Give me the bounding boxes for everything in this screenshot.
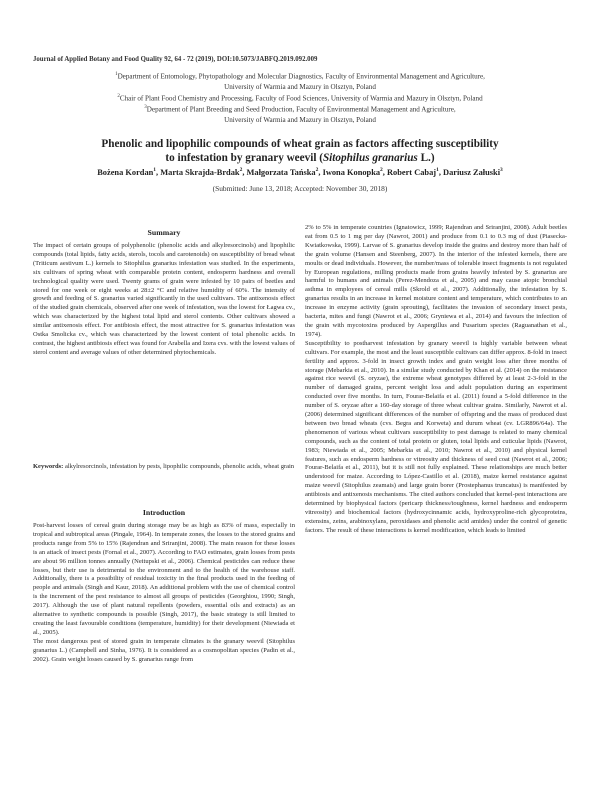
- author-name: Robert Cabaj: [386, 167, 437, 177]
- affiliation-3: [40, 103, 560, 115]
- affiliations: [40, 70, 560, 125]
- affiliation-1-cont: University of Warmia and Mazury in Olsztyn, Poland: [224, 82, 376, 91]
- affiliation-sup: 3: [144, 105, 147, 111]
- intro-paragraph-1: Post-harvest losses of cereal grain during storage may be as high as 83% of mass, especially in tropical and subtropical areas (Pingale, 1964). In temperate zones, the losses to the stored grains and products range from 5% to 15% (Rajendran and Sriranjini, 2008). The main reason for these losses is an attack of insect pests (Fornal et al., 2007). According to FAO estimates, grain losses from pests are about 96 million tonnes annually (Neitupski et al., 2006). Chemical pesticides can reduce these losses, but their use is detrimental to the environment and to the health of the warehouse staff. Additionally, there is a possibility of residual toxicity in the final products used in the feeding of people and animals (Singh and Kaur, 2018). An additional problem with the use of chemical control is the increment of the pest resistance to almost all groups of pesticides (Georghiou, 1990; Singh, 2017). Although the use of plant natural repellents (powders, essential oils and extracts) as an alternative to synthetic compounds is possible (Singh, 2017), the basic strategy is still limited to creating the least favourable conditions (temperature, humidity) for their development (Niewiada et al., 2005).: [33, 522, 295, 636]
- author-sup: 2: [239, 167, 243, 173]
- keywords-label: Keywords:: [33, 463, 64, 470]
- affiliation-3-cont: University of Warmia and Mazury in Olsztyn, Poland: [224, 115, 376, 124]
- author-sup: 2: [315, 167, 319, 173]
- right-column: [305, 224, 567, 536]
- right-paragraph-2: Susceptibility to postharvest infestation by granary weevil is highly variable between wheat cultivars. For example, the most and the least susceptible cultivars can differ approx. 8-fold in insect fertility and approx. 3-fold in insect growth index and grain weight loss after three months of storage (Mebarkia et al., 2010). In a similar study conducted by Khan et al. (2014) on the resistance against rice weevil (S. oryzae), the extreme wheat genotypes differed by at least 2-3-fold in the number of damaged grains, percent weight loss and adult population during an experiment conducted over five months. In turn, Fourar-Belaifa et al. (2011) found a 5-fold difference in the number of S. oryzae after a 160-day storage of three wheat cultivar grains. Similarly, Nawrot et al. (2006) determined significant differences of the number of offspring and the mass of produced dust between two bread wheats (cvs. Begra and Korweta) and durum wheat (cv. LGR896/64a). The phenomenon of various wheat cultivars susceptibility to pest damage is related to many chemical compounds, such as the content of total protein or gluten, total lipids and cuticular lipids (Nawrot, 1983; Niewiada et al., 2005; Mebarkia et al., 2010; Nawrot et al., 2010) and physical kernel features, such as endosperm hardness or vitreosity and thickness of seed coat (Nawrot et al., 2006; Fourar-Belaifa et al., 2011), but it is still not fully explained. These relationships are much better understood for maize. According to López-Castillo et al. (2018), maize kernel resistance against maize weevil (Sitophilus zeamais) and large grain borer (Prostephanus truncatus) is manifested by antibiosis and antixenosis mechanisms. The cited authors concluded that kernel-pest interactions are determined by biophysical factors (pericarp thickness/toughness, kernel hardness and endosperm vitreosity) and biochemical factors (hydroxycinnamic acids, hydroxyproline-rich glycoproteins, extensins, zeins, arabinoxylans, peroxidases and phenolic acid amides) under the control of genetic factors. The result of these interactions is kernel modification, which leads to limited: [305, 339, 567, 534]
- author-sup: 2: [380, 167, 383, 173]
- author-name: Małgorzata Tańska: [246, 167, 316, 177]
- affiliation-text: Chair of Plant Food Chemistry and Processing, Faculty of Food Sciences, University of Warmia and Mazury in Olsztyn, Poland: [119, 94, 483, 103]
- affiliation-text: Department of Entomology, Phytopathology and Molecular Diagnostics, Faculty of Environmental Management and Agriculture,: [117, 72, 485, 81]
- title-text: to infestation by granary weevil (: [165, 152, 323, 164]
- author: Bożena Kordan$^1$,: [97, 167, 161, 177]
- author-name: Marta Skrajda-Brdak: [160, 167, 240, 177]
- introduction-body: [33, 522, 295, 665]
- paper-title: [40, 137, 560, 165]
- intro-paragraph-2: The most dangerous pest of stored grain in temperate climates is the granary weevil (Sitophilus granarius L.) (Campbell and Sinha, 1976). It is considered as a cosmopolitan species (Padin et al., 2002). Grain weight losses caused by S. granarius range from: [33, 637, 295, 663]
- summary-body: [33, 242, 295, 358]
- journal-reference: Journal of Applied Botany and Food Quality 92, 64 - 72 (2019), DOI:10.5073/JABFQ.2019.092.009: [33, 56, 318, 63]
- keywords-text: alkylresorcinols, infestation by pests, lipophilic compounds, phenolic acids, wheat grain: [64, 463, 295, 470]
- author: Robert Cabaj$^1$,: [386, 167, 444, 177]
- affiliation-sup: 1: [115, 72, 118, 77]
- author: Marta Skrajda-Brdak$^2$,: [160, 167, 247, 177]
- affiliation-1: [40, 70, 560, 82]
- title-species: Sitophilus granarius: [322, 152, 418, 164]
- author-sup: 3: [500, 167, 503, 173]
- title-line-1: Phenolic and lipophilic compounds of wheat grain as factors affecting susceptibility: [101, 138, 499, 150]
- author: [443, 168, 503, 177]
- submission-dates: (Submitted: June 13, 2018; Accepted: November 30, 2018): [212, 184, 388, 193]
- summary-text: The impact of certain groups of polyphenolic (phenolic acids and alkylresorcinols) and lipophilic compounds (total lipids, fatty acids, sterols, tocols and carotenoids) on susceptibility of bread wheat (Triticum aestivum L.) kernels to Sitophilus granarius infestation was studied. In the experiments, six cultivars of spring wheat with comparable protein content, endosperm hardness and overall technological quality were used. Twenty grams of grain were infested by 10 pairs of beetles and stored for one week or eight weeks at 28±2 °C and relative humidity of 60%. The intensity of growth and feeding of S. granarius varied significantly in the used cultivars. The antixenosis effect of the studied grain chemicals, observed after one week of infestation, was the lowest for Łagwa cv., which was characterized by the highest total lipid and sterol contents. Other cultivars showed a similar antixenosis effect. For antibiosis effect, the most attractive for S. granarius infestation was Ostka Smolicka cv., which was characterized by the lowest content of total phenolic acids. In contrast, the highest antibiosis effect was found for Arabella and Izera cvs. with the lowest values of sterol content and average values of other determined phytochemicals.: [33, 242, 295, 356]
- affiliation-2: [40, 92, 560, 104]
- author-name: Dariusz Załuski: [443, 167, 501, 177]
- keywords: [33, 463, 295, 472]
- title-text: L.): [417, 152, 435, 164]
- author: Iwona Konopka$^2$,: [322, 167, 387, 177]
- author-list: [30, 167, 570, 177]
- author: Małgorzata Tańska$^2$,: [246, 167, 323, 177]
- introduction-heading: Introduction: [142, 508, 186, 517]
- summary-heading: Summary: [147, 228, 181, 237]
- title-line-2: [40, 151, 560, 165]
- affiliation-sup: 2: [117, 93, 120, 99]
- author-sup: 1: [436, 167, 439, 173]
- affiliation-text: Department of Plant Breeding and Seed Production, Faculty of Environmental Management and Agriculture,: [146, 105, 456, 114]
- author-sup: 1: [153, 167, 157, 173]
- author-name: Iwona Konopka: [322, 167, 381, 177]
- author-name: Bożena Kordan: [97, 167, 154, 177]
- right-paragraph-1: 2% to 5% in temperate countries (Ignatowicz, 1999; Rajendran and Sriranjini, 2008). Adult beetles eat from 0.5 to 1 mg per day (Nawrot, 2001) and produce from 0.1 to 0.3 mg of dust (Piasecka-Kwiatkowska, 1999). Larvae of S. granarius develop inside the grains and destroy more than half of the grain volume (Hansen and Steenberg, 2007). In the interior of the infested kernels, there are moults or dead individuals. However, the number/mass of tolerable insect fragments is not regulated by European regulations, milling products made from grains heavily infested by S. granarius are harmful to humans and animals (Perez-Mendoza et al., 2005) and may cause atopic bronchial asthma in employees of cereal mills (Skrold et al., 2007). Additionally, the infestation by S. granarius results in an increase in kernel moisture content and temperature, which contributes to an increase in enzyme activity (grain sprouting), facilitates the invasion of secondary insect pests, bacteria, mites and fungi (Nawrot et al., 2006; Gryniewa et al., 2014) and favours the infection of the grain with mycotoxins produced by Aspergillus and Fusarium species (Raguanathan et al., 1974).: [305, 224, 567, 338]
